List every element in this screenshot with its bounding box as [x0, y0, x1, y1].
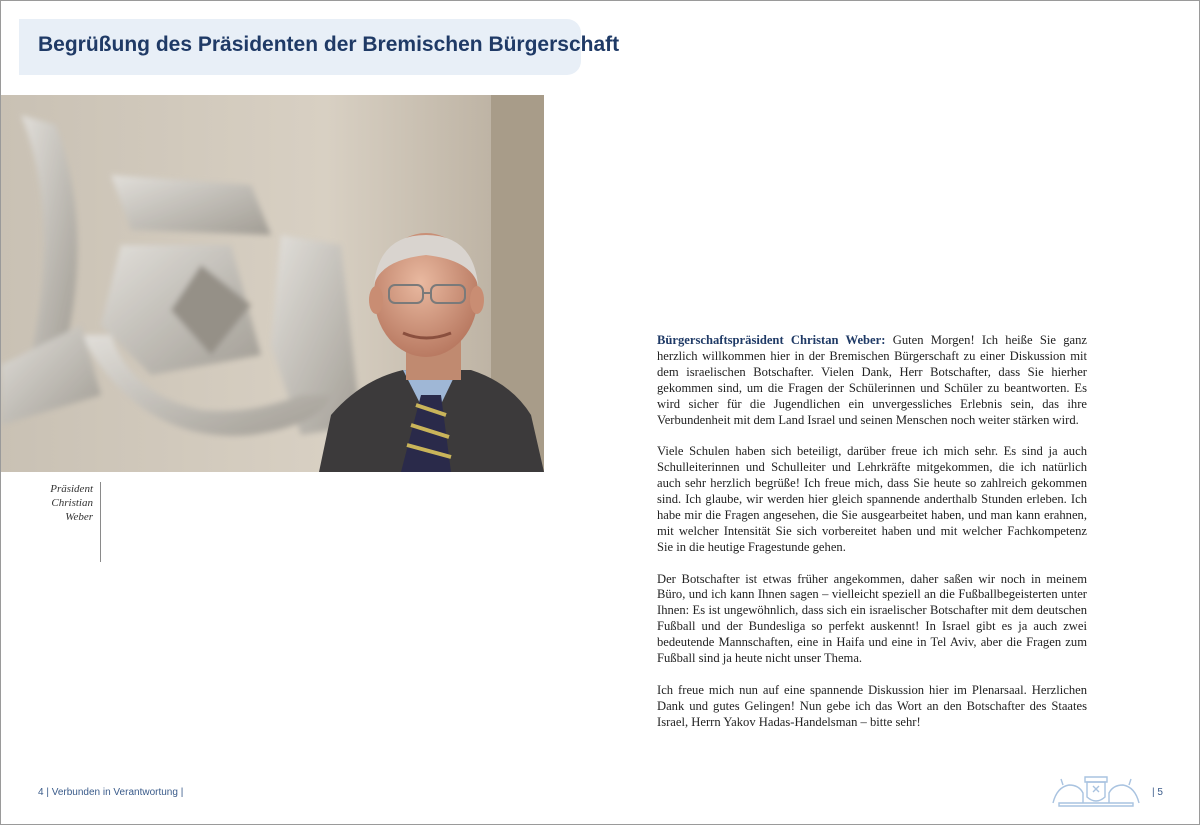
title-banner [19, 19, 620, 75]
caption-line: Christian [51, 497, 93, 509]
portrait-photo [1, 95, 544, 472]
footer-right-page-number: | 5 [1152, 787, 1163, 798]
paragraph: Ich freue mich nun auf eine spannende Diskussion hier im Plenarsaal. Herzlichen Dank und gutes Gelingen! Nun gebe ich das Wort an den Botschafter des Staates Israel, Herrn Yakov Hadas-Handelsman – bitte sehr! [657, 682, 1087, 729]
paragraph-text: Guten Morgen! Ich heiße Sie ganz herzlich willkommen hier in der Bremischen Bürgerschaft zu einer Diskussion mit dem israelischen Botschafter. Vielen Dank, Herr Botschafter, dass Sie hierher gekommen sind, um die Fragen der Schülerinnen und Schüler zu beantworten. Es wird sicher für die Jugendlichen ein unvergessliches Erlebnis sein, das ihre Verbundenheit mit dem Land Israel und seinen Menschen noch weiter stärken wird. [657, 333, 1088, 427]
caption-divider [100, 482, 101, 562]
bremen-coat-of-arms-icon [1049, 773, 1143, 809]
photo-caption [31, 482, 93, 524]
portrait-illustration [1, 95, 544, 472]
paragraph [657, 333, 1087, 428]
speech-text [657, 333, 1087, 747]
caption-line: Weber [65, 511, 93, 523]
paragraph: Der Botschafter ist etwas früher angekommen, daher saßen wir noch in meinem Büro, und ich kann Ihnen sagen – vielleicht speziell an die Fußballbegeisterten unter Ihnen: Es ist ungewöhnlich, dass sich ein israelischer Botschafter mit dem deutschen Fußball und der Bundesliga so perfekt auskennt! In Israel gibt es ja auch zwei bedeutende Mannschaften, eine in Haifa und eine in Tel Aviv, aber die Fragen zum Fußball sind ja heute nicht unser Thema. [657, 571, 1087, 666]
speaker-name: Bürgerschaftspräsident Christan Weber: [657, 333, 886, 347]
footer-left-page-number: 4 | Verbunden in Verantwortung | [38, 787, 184, 798]
paragraph: Viele Schulen haben sich beteiligt, darüber freue ich mich sehr. Es sind ja auch Schulleiterinnen und Schulleiter und Lehrkräfte mitgekommen, die ich natürlich auch sehr herzlich begrüße! Ich freue mich, dass Sie heute so zahlreich gekommen sind. Ich glaube, wir werden hier gleich spannende anderthalb Stunden erleben. Ich habe mir die Fragen angesehen, die Sie ausgearbeitet haben, und man kann erahnen, mit welcher Intensität Sie sich vorbereitet haben und mit welcher Fachkompetenz Sie in die heutige Fragestunde gehen. [657, 444, 1087, 554]
page-title: Begrüßung des Präsidenten der Bremischen Bürgerschaft [38, 33, 620, 56]
caption-line: Präsident [50, 483, 93, 495]
